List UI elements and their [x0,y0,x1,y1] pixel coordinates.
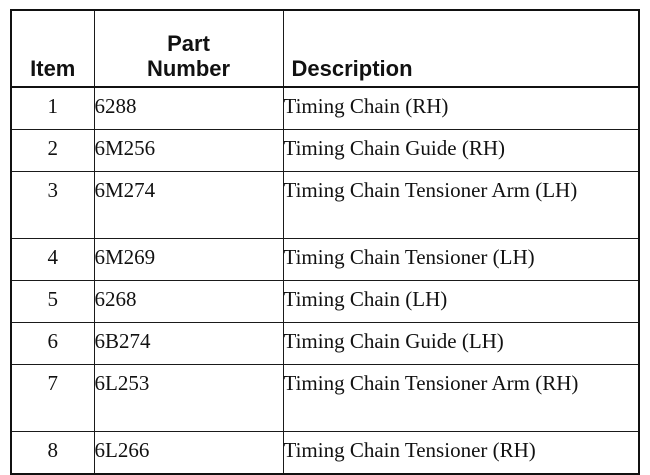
item-cell: 6 [11,323,94,365]
table-row [11,239,639,281]
description-cell: Timing Chain (LH) [283,281,639,323]
item-cell: 2 [11,130,94,172]
table-row [11,365,639,432]
table-row [11,281,639,323]
part-number-cell: 6M274 [94,172,283,239]
header-part-number [94,10,283,87]
header-description [283,10,639,87]
header-description-label: Description [291,56,413,81]
header-part-line2: Number [146,56,231,81]
table-row [11,323,639,365]
table-row [11,130,639,172]
table-row [11,87,639,130]
item-cell: 7 [11,365,94,432]
part-number-cell: 6L266 [94,432,283,475]
item-cell: 1 [11,87,94,130]
description-cell: Timing Chain Tensioner Arm (LH) [283,172,639,239]
item-cell: 3 [11,172,94,239]
part-number-cell: 6B274 [94,323,283,365]
header-item-label: Item [30,56,76,81]
table-header-row [11,10,639,87]
part-number-cell: 6268 [94,281,283,323]
item-cell: 5 [11,281,94,323]
part-number-cell: 6M269 [94,239,283,281]
item-cell: 8 [11,432,94,475]
part-number-cell: 6288 [94,87,283,130]
part-number-cell: 6M256 [94,130,283,172]
description-cell: Timing Chain Tensioner (LH) [283,239,639,281]
description-cell: Timing Chain (RH) [283,87,639,130]
table-row [11,432,639,475]
item-cell: 4 [11,239,94,281]
header-item [11,10,94,87]
table-row [11,172,639,239]
header-part-line1: Part [167,31,210,56]
parts-table-sheet [10,9,638,462]
part-number-cell: 6L253 [94,365,283,432]
parts-table [10,9,640,475]
description-cell: Timing Chain Guide (RH) [283,130,639,172]
description-cell: Timing Chain Tensioner Arm (RH) [283,365,639,432]
description-cell: Timing Chain Guide (LH) [283,323,639,365]
description-cell: Timing Chain Tensioner (RH) [283,432,639,475]
